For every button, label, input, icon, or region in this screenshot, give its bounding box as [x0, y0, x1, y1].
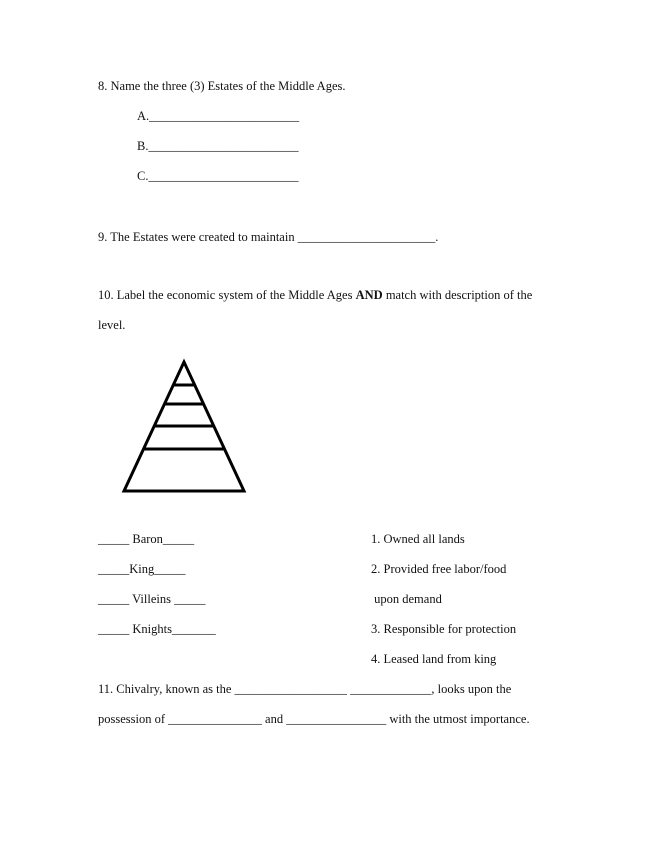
q10-prompt-bold: AND [355, 288, 383, 302]
match-right-3: 3. Responsible for protection [371, 622, 517, 636]
q11-line1: 11. Chivalry, known as the __________________ _____________, looks upon the [98, 682, 512, 696]
match-right-1: 1. Owned all lands [371, 532, 465, 546]
match-left-1[interactable]: _____ Baron_____ [98, 532, 195, 546]
q8-answer-c[interactable]: C.________________________ [137, 169, 299, 183]
q10-prompt-line2: level. [98, 318, 126, 332]
match-left-3[interactable]: _____ Villeins _____ [98, 592, 206, 606]
match-right-2: 2. Provided free labor/food [371, 562, 507, 576]
q10-prompt [98, 289, 532, 302]
q8-answer-b[interactable]: B.________________________ [137, 139, 299, 153]
match-left-4[interactable]: _____ Knights_______ [98, 622, 216, 636]
match-right-2-cont: upon demand [371, 592, 442, 606]
match-left-2[interactable]: _____King_____ [98, 562, 186, 576]
q11-line2: possession of _______________ and ________________ with the utmost importance. [98, 712, 530, 726]
q10-prompt-end: match with description of the [382, 288, 533, 302]
pyramid-diagram [120, 358, 250, 496]
match-right-4: 4. Leased land from king [371, 652, 497, 666]
q10-prompt-start: 10. Label the economic system of the Middle Ages [98, 288, 356, 302]
q8-answer-a[interactable]: A.________________________ [137, 109, 300, 123]
q9-prompt: 9. The Estates were created to maintain ______________________. [98, 230, 439, 244]
q8-prompt: 8. Name the three (3) Estates of the Middle Ages. [98, 79, 346, 93]
